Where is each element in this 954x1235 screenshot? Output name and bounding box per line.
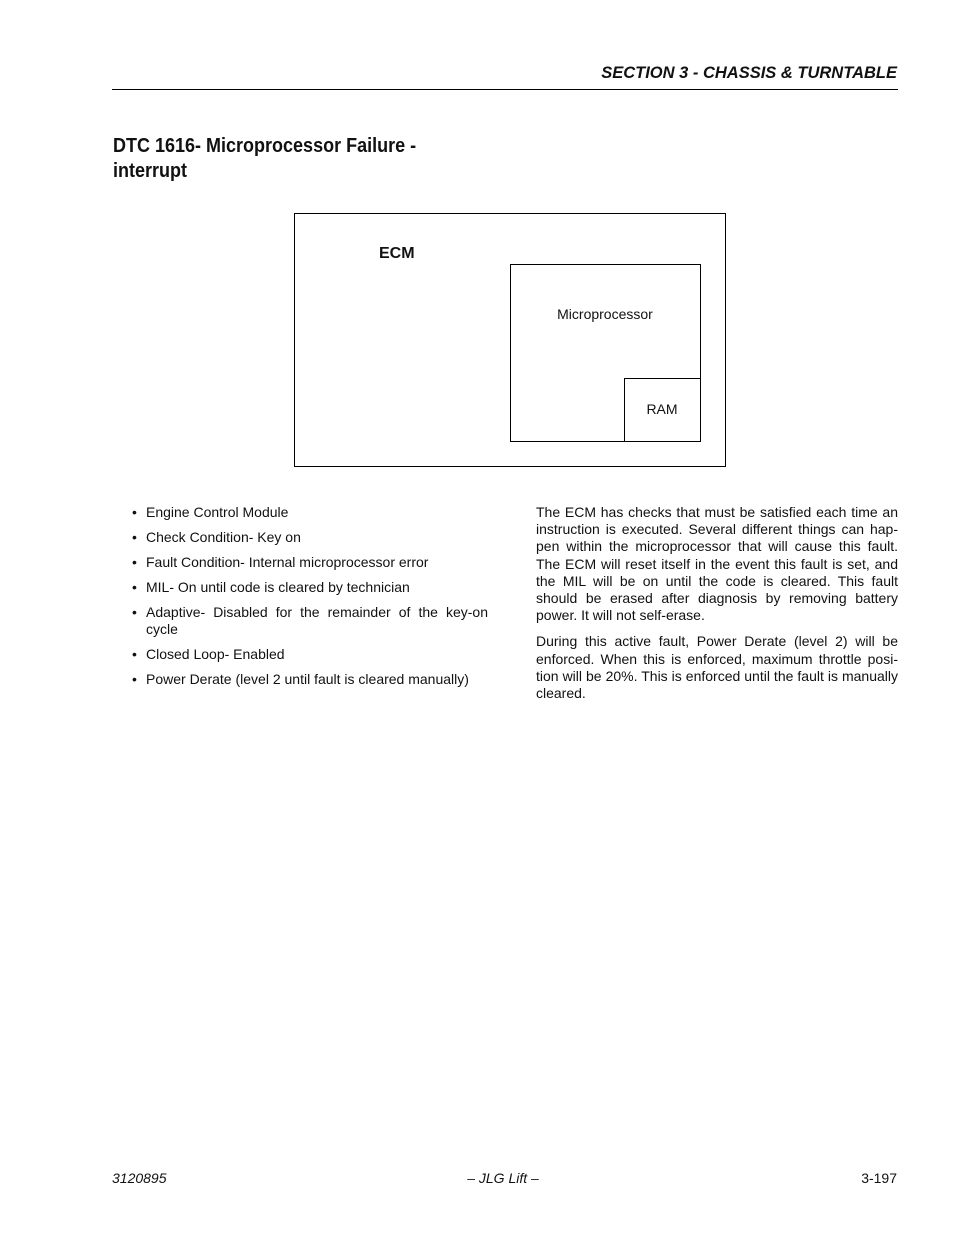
list-item-text: Closed Loop- Enabled: [146, 646, 285, 662]
list-item: [130, 671, 488, 688]
condition-list: [130, 504, 488, 696]
description: [536, 504, 898, 711]
list-item: [130, 504, 488, 521]
bullet-icon: •: [132, 529, 137, 545]
list-item: [130, 579, 488, 596]
bullet-icon: •: [132, 579, 137, 595]
bullet-icon: •: [132, 554, 137, 570]
bullet-icon: •: [132, 504, 137, 520]
list-item-text: MIL- On until code is cleared by technician: [146, 579, 410, 595]
footer-doc-number: 3120895: [112, 1170, 167, 1186]
list-item: [130, 529, 488, 546]
page-title: [113, 134, 419, 184]
bullet-icon: •: [132, 646, 137, 662]
description-paragraph: During this active fault, Power Derate (level 2) will be enforced. When this is enforced, maximum throttle posi-tion will be 20%. This is enforced until the fault is manually cleared.: [536, 633, 898, 702]
bullet-icon: •: [132, 671, 137, 687]
footer-page-number: 3-197: [861, 1170, 897, 1186]
microprocessor-label: Microprocessor: [557, 306, 653, 322]
list-item-text: Fault Condition- Internal microprocessor error: [146, 554, 429, 570]
list-item-text: Check Condition- Key on: [146, 529, 301, 545]
footer-center-text: – JLG Lift –: [467, 1170, 539, 1186]
list-item-text: Engine Control Module: [146, 504, 289, 520]
ecm-label: ECM: [379, 245, 415, 262]
list-item-text: Adaptive- Disabled for the remainder of the key-on cycle: [146, 604, 488, 637]
list-item: [130, 646, 488, 663]
ram-label: RAM: [646, 401, 678, 417]
page-title-line-1: DTC 1616- Microprocessor Failure -: [113, 135, 417, 157]
list-item: [130, 604, 488, 638]
section-header: SECTION 3 - CHASSIS & TURNTABLE: [601, 64, 897, 82]
bullet-icon: •: [132, 604, 137, 620]
page-title-line-2: interrupt: [113, 160, 187, 182]
list-item-text: Power Derate (level 2 until fault is cleared manually): [146, 671, 469, 687]
list-item: [130, 554, 488, 571]
header-rule: [112, 89, 898, 90]
description-paragraph: The ECM has checks that must be satisfied each time an instruction is executed. Several different things can hap-pen within the microprocessor that will cause this fault. The ECM will reset itself in the event this fault is set, and the MIL will be on until the code is cleared. This fault should be erased after diagnosis by removing battery power. It will not self-erase.: [536, 504, 898, 624]
